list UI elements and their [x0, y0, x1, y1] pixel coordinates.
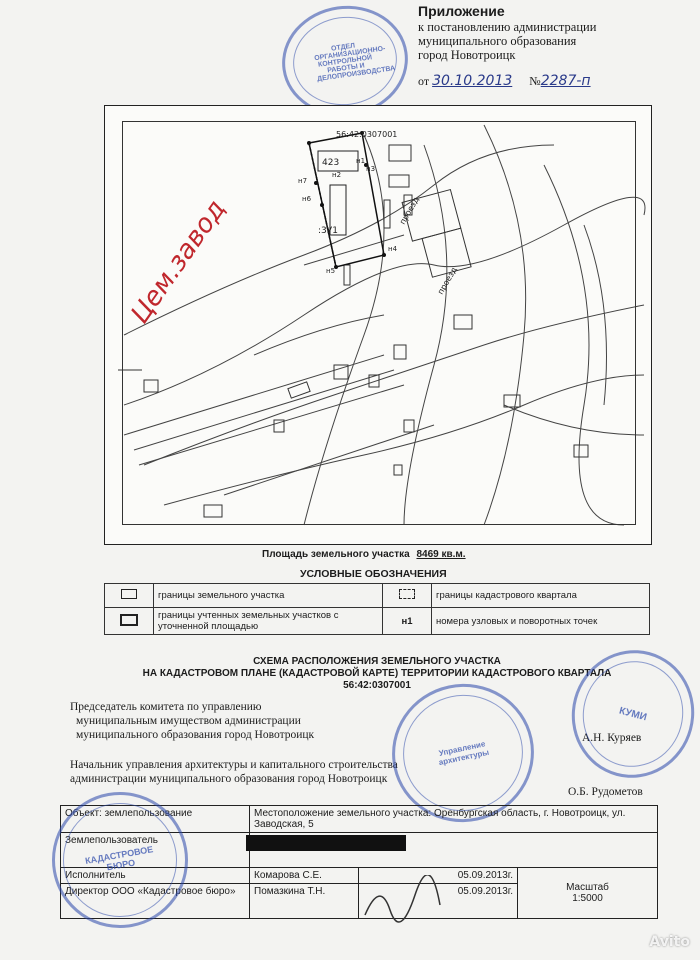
stamp-architecture-text: Управление архитектуры — [437, 739, 490, 768]
director-name: Помазкина Т.Н. — [250, 884, 359, 919]
scale-label: Масштаб — [566, 882, 609, 893]
order-line — [418, 74, 688, 88]
signature-scribble — [360, 875, 450, 935]
legend-text: границы земельного участка — [154, 584, 383, 608]
redacted-area — [246, 835, 406, 851]
scale-cell — [518, 868, 658, 919]
map-inner-frame — [122, 121, 636, 525]
chair-name: А.Н. Куряев — [582, 732, 642, 744]
chair-line-2: муниципальным имуществом администрации — [76, 715, 301, 727]
order-number: 2287-п — [540, 73, 591, 89]
legend-row — [105, 584, 650, 608]
legend-text: границы кадастрового квартала — [432, 584, 650, 608]
legend-title: УСЛОВНЫЕ ОБОЗНАЧЕНИЯ — [300, 568, 447, 580]
legend-table — [104, 583, 650, 635]
stamp-top-text: ОТДЕЛ ОРГАНИЗАЦИОННО-КОНТРОЛЬНОЙ РАБОТЫ И ДЕЛОПРОИЗВОДСТВА — [313, 41, 396, 83]
road-label: проезд — [397, 195, 421, 226]
appendix-line-1: к постановлению администрации — [418, 20, 597, 34]
appendix-line-3: город Новотроицк — [418, 48, 516, 62]
plot-area-value: 8469 кв.м. — [416, 549, 466, 560]
handwritten-factory-note: Цем.завод — [125, 194, 232, 330]
director-date: 05.09.2013г. — [359, 884, 518, 919]
road-label: проезд — [435, 265, 459, 296]
node-label: н1 — [356, 157, 366, 165]
registered-plot-symbol — [120, 614, 138, 626]
appendix-line-2: муниципального образования — [418, 34, 577, 48]
node-label: н3 — [366, 165, 376, 173]
plot-number: 423 — [322, 158, 340, 168]
legend-text: номера узловых и поворотных точек — [432, 608, 650, 635]
executor-date: 05.09.2013г. — [359, 868, 518, 884]
chair-line-3: муниципального образования город Новотроицк — [76, 729, 315, 741]
plot-area — [262, 549, 466, 560]
plot-label: :3У1 — [318, 226, 338, 236]
scheme-title-line-1: СХЕМА РАСПОЛОЖЕНИЯ ЗЕМЕЛЬНОГО УЧАСТКА — [253, 656, 501, 667]
plot-area-label: Площадь земельного участка — [262, 549, 410, 560]
legend-symbol — [105, 608, 154, 635]
legend-symbol — [105, 584, 154, 608]
landuser-value-cell — [250, 833, 658, 868]
appendix-title: Приложение — [418, 3, 505, 19]
plot-boundary-symbol — [121, 589, 137, 599]
order-num-prefix: № — [529, 74, 541, 88]
legend-row — [105, 608, 650, 635]
appendix-header — [418, 4, 688, 88]
node-label: н4 — [388, 245, 398, 253]
stamp-kumi-text: КУМИ — [618, 705, 648, 723]
cadastral-number-label: 56:42:0307001 — [336, 130, 398, 139]
order-date: 30.10.2013 — [432, 73, 513, 89]
legend-node-symbol: н1 — [383, 608, 432, 635]
scheme-title-line-2: НА КАДАСТРОВОМ ПЛАНЕ (КАДАСТРОВОЙ КАРТЕ) ТЕРРИТОРИИ КАДАСТРОВОГО КВАРТАЛА — [142, 668, 612, 679]
architect-name: О.Б. Рудометов — [568, 786, 643, 798]
location-cell — [250, 806, 658, 833]
executor-name: Комарова С.Е. — [250, 868, 359, 884]
stamp-cadastral-bureau-text: КАДАСТРОВОЕ БЮРО — [84, 844, 154, 873]
node-label: н2 — [332, 171, 342, 179]
location-label: Местоположение земельного участка: — [254, 808, 432, 819]
landuser-cell: Землепользователь — [61, 833, 250, 868]
node-label: н6 — [302, 195, 312, 203]
legend-symbol — [383, 584, 432, 608]
scheme-title-line-3: 56:42:0307001 — [343, 680, 411, 691]
scheme-title — [104, 656, 650, 692]
architect-line-1: Начальник управления архитектуры и капитального строительства — [70, 759, 398, 771]
quarter-boundary-symbol — [399, 589, 415, 599]
scale-value: 1:5000 — [572, 893, 603, 904]
node-label: н7 — [298, 177, 308, 185]
legend-text: границы учтенных земельных участков с уточненной площадью — [154, 608, 383, 635]
architect-line-2: администрации муниципального образования город Новотроицк — [70, 773, 388, 785]
node-label: н5 — [326, 267, 336, 275]
architect-block — [70, 758, 670, 786]
order-from: от — [418, 74, 430, 88]
executor-label: Исполнитель — [61, 868, 250, 884]
chair-line-1: Председатель комитета по управлению — [70, 701, 262, 713]
director-label: Директор ООО «Кадастровое бюро» — [61, 884, 250, 919]
location-value: Оренбургская область, г. Новотроицк, ул. Заводская, 5 — [254, 808, 626, 830]
watermark: Avito — [649, 934, 690, 950]
object-cell: Объект: землепользование — [61, 806, 250, 833]
